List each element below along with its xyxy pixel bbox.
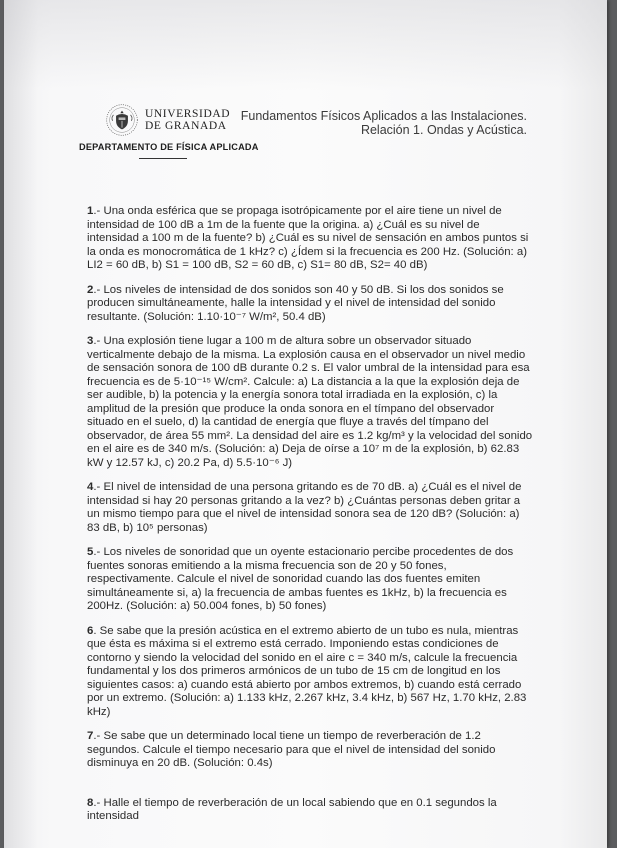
- problem-number: 8: [87, 796, 94, 809]
- problem-2: [87, 284, 534, 325]
- problem-number-separator: .-: [93, 283, 101, 296]
- problem-text: Se sabe que la presión acústica en el extremo abierto de un tubo es nula, mientras que ésta es máxima si el extremo está cerrado. Imponiendo estas condiciones de contorno y siendo la velocidad del sonido en el aire c = 340 m/s, calcule la frecuencia fundamental y los dos primeros armónicos de un tubo de 15 cm de longitud en los siguientes casos: a) cuando está abierto por ambos extremos, b) cuando está cerrado por un extremo. (Solución: a) 1.133 kHz, 2.267 kHz, 3.4 kHz, b) 567 Hz, 1.70 kHz, 2.83 kHz): [87, 624, 527, 718]
- problem-number: 7: [87, 730, 94, 742]
- problem-text: Los niveles de sonoridad que un oyente estacionario percibe procedentes de dos fuentes sonoras emitiendo a la misma frecuencia son de 20 y 50 fones, respectivamente. Calcule el nivel de sonoridad cuando las dos fuentes emiten simultáneamente si, a) la frecuencia de ambas fuentes es 1kHz, b) la frecuencia es 200Hz. (Solución: a) 50.004 fones, b) 50 fones): [87, 546, 514, 612]
- page-header: [4, 0, 607, 170]
- problem-text: Los niveles de intensidad de dos sonidos son 40 y 50 dB. Si los dos sonidos se producen simultáneamente, halle la intensidad y el nivel de intensidad del sonido resultante. (Solución: 1.10·10⁻⁷ W/m², 50.4 dB): [87, 283, 504, 323]
- department-underline: [139, 158, 187, 159]
- problem-number: 5: [87, 546, 94, 558]
- problem-5: [87, 546, 534, 614]
- problem-number-separator: .-: [93, 481, 101, 493]
- problem-number: 2: [87, 283, 94, 296]
- university-name: [145, 108, 230, 132]
- problem-4: [87, 481, 534, 535]
- course-subtitle: Relación 1. Ondas y Acústica.: [360, 123, 527, 137]
- problem-text: Una explosión tiene lugar a 100 m de altura sobre un observador situado verticalmente debajo de la misma. La explosión causa en el observador un nivel medio de sensación sonora de 100 dB durante 0.2 s. El valor umbral de la intensidad para esa frecuencia es de 5·10⁻¹⁵ W/cm². Calcule: a) La distancia a la que la explosión deja de ser audible, b) la potencia y la energía sonora total irradiada en la explosión, c) la amplitud de la presión que produce la onda sonora en el tímpano del observador situado en el suelo, d) la cantidad de energía que fluye a través del tímpano del observador, de área 55 mm². La densidad del aire es 1.2 kg/m³ y la velocidad del sonido en el aire es de 340 m/s. (Solución: a) Deja de oírse a 10⁷ m de la explosión, b) 62.83 kW y 12.57 kJ, c) 20.2 Pa, d) 5.5·10⁻⁶ J): [87, 335, 533, 469]
- problem-number-separator: .-: [93, 335, 101, 347]
- problem-6: [87, 625, 534, 720]
- problem-text: El nivel de intensidad de una persona gritando es de 70 dB. a) ¿Cuál es el nivel de intensidad si hay 20 personas gritando a la vez? b) ¿Cuántas personas deben gritar a un mismo tiempo para que el nivel de intensidad sonora sea de 120 dB? (Solución: a) 83 dB, b) 10⁵ personas): [87, 481, 522, 534]
- problem-text: Halle el tiempo de reverberación de un local sabiendo que en 0.1 segundos la intensidad: [87, 796, 497, 822]
- paper-sheet: [4, 0, 607, 848]
- problem-number: 4: [87, 481, 94, 493]
- problem-number-separator: .-: [93, 205, 101, 217]
- problem-list: [87, 205, 534, 835]
- problem-text: Se sabe que un determinado local tiene un tiempo de reverberación de 1.2 segundos. Calcule el tiempo necesario para que el nivel de intensidad del sonido disminuya en 20 dB. (Solución: 0.4s): [87, 730, 496, 769]
- problem-8: [87, 797, 534, 824]
- university-seal-icon: [105, 103, 139, 137]
- university-name-line1: UNIVERSIDAD: [145, 108, 231, 120]
- problem-1: [87, 205, 534, 273]
- course-info: [241, 109, 527, 137]
- problem-number-separator: .-: [93, 730, 101, 742]
- problem-number: 3: [87, 335, 94, 347]
- course-title: Fundamentos Físicos Aplicados a las Instalaciones.: [240, 109, 527, 123]
- problem-3: [87, 335, 534, 470]
- problem-number: 6: [87, 624, 94, 637]
- problem-number-separator: .-: [93, 796, 101, 809]
- department-name: DEPARTAMENTO DE FÍSICA APLICADA: [79, 142, 259, 152]
- problem-text: Una onda esférica que se propaga isotrópicamente por el aire tiene un nivel de intensidad de 100 dB a 1m de la fuente que la origina. a) ¿Cuál es su nivel de intensidad a 100 m de la fuente? b) ¿Cuál es su nivel de sensación en ambos puntos si la onda es monocromática de 1 kHz? c) ¿Ídem si la frecuencia es 200 Hz. (Solución: a) LI2 = 60 dB, b) S1 = 100 dB, S2 = 60 dB, c) S1= 80 dB, S2= 40 dB): [87, 205, 529, 271]
- university-name-line2: DE GRANADA: [145, 120, 227, 132]
- problem-number-separator: .-: [93, 546, 101, 558]
- problem-number: 1: [87, 205, 94, 217]
- problem-7: [87, 730, 534, 771]
- problem-number-separator: .: [93, 624, 97, 637]
